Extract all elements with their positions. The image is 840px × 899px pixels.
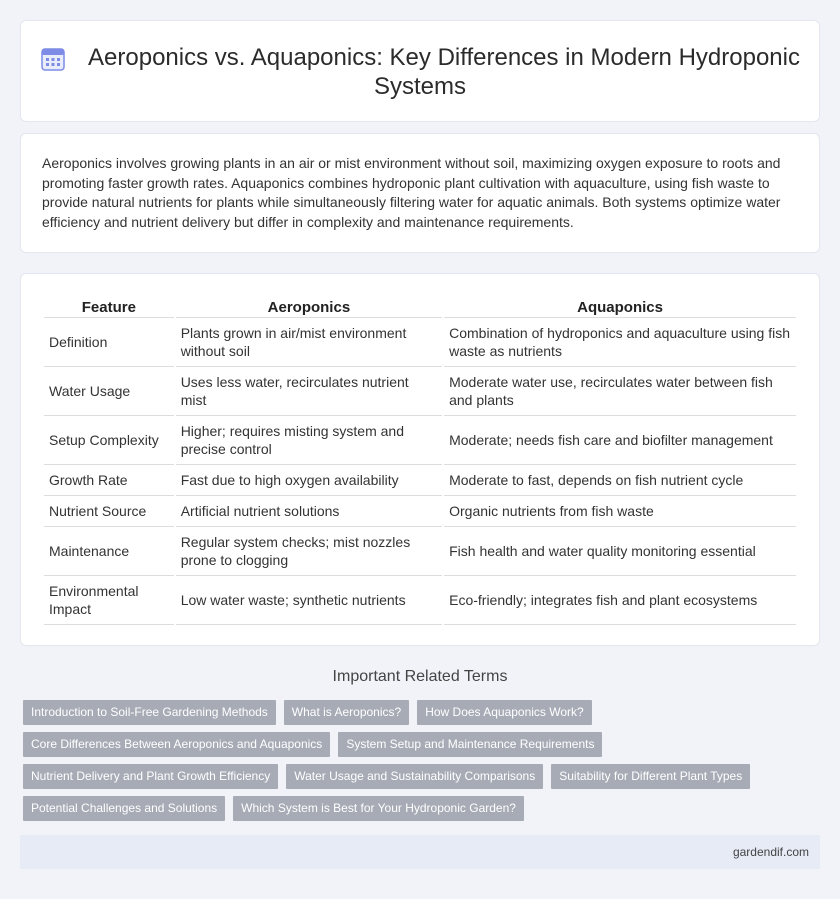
related-term-link[interactable]: Suitability for Different Plant Types xyxy=(551,764,750,789)
row-feature: Setup Complexity xyxy=(44,416,174,465)
row-aquaponics: Organic nutrients from fish waste xyxy=(444,496,796,527)
comparison-card xyxy=(20,273,820,646)
row-aquaponics: Moderate water use, recirculates water between fish and plants xyxy=(444,367,796,416)
table-row xyxy=(44,367,796,416)
row-aquaponics: Combination of hydroponics and aquaculture using fish waste as nutrients xyxy=(444,318,796,367)
title-card xyxy=(20,20,820,122)
comparison-table xyxy=(42,296,798,625)
related-term-link[interactable]: Potential Challenges and Solutions xyxy=(23,796,225,821)
related-term-link[interactable]: Water Usage and Sustainability Comparisons xyxy=(286,764,543,789)
footer-site-name: gardendif.com xyxy=(732,845,809,859)
tag-row xyxy=(23,732,813,764)
row-aeroponics: Fast due to high oxygen availability xyxy=(176,465,442,496)
table-header-row xyxy=(44,296,796,318)
table-row xyxy=(44,527,796,576)
row-aquaponics: Eco-friendly; integrates fish and plant ecosystems xyxy=(444,576,796,625)
footer xyxy=(20,835,820,869)
row-feature: Definition xyxy=(44,318,174,367)
related-term-link[interactable]: How Does Aquaponics Work? xyxy=(417,700,592,725)
related-terms-heading: Important Related Terms xyxy=(332,668,508,685)
tag-row xyxy=(23,700,813,732)
row-feature: Nutrient Source xyxy=(44,496,174,527)
related-term-link[interactable]: System Setup and Maintenance Requirements xyxy=(338,732,602,757)
table-row xyxy=(44,318,796,367)
header-aquaponics: Aquaponics xyxy=(444,296,796,318)
row-aquaponics: Fish health and water quality monitoring essential xyxy=(444,527,796,576)
header-aeroponics: Aeroponics xyxy=(176,296,442,318)
row-aeroponics: Regular system checks; mist nozzles prone to clogging xyxy=(176,527,442,576)
related-term-link[interactable]: Core Differences Between Aeroponics and Aquaponics xyxy=(23,732,330,757)
row-feature: Water Usage xyxy=(44,367,174,416)
intro-card xyxy=(20,133,820,253)
row-aeroponics: Plants grown in air/mist environment without soil xyxy=(176,318,442,367)
tag-row xyxy=(23,796,813,828)
row-aquaponics: Moderate to fast, depends on fish nutrient cycle xyxy=(444,465,796,496)
row-aeroponics: Uses less water, recirculates nutrient mist xyxy=(176,367,442,416)
related-term-link[interactable]: Introduction to Soil-Free Gardening Methods xyxy=(23,700,276,725)
row-feature: Growth Rate xyxy=(44,465,174,496)
table-row xyxy=(44,416,796,465)
row-aeroponics: Higher; requires misting system and precise control xyxy=(176,416,442,465)
related-term-link[interactable]: What is Aeroponics? xyxy=(284,700,409,725)
table-row xyxy=(44,465,796,496)
calendar-icon xyxy=(40,46,68,72)
related-term-link[interactable]: Nutrient Delivery and Plant Growth Efficiency xyxy=(23,764,278,789)
related-terms-list xyxy=(23,700,813,828)
row-aeroponics: Low water waste; synthetic nutrients xyxy=(176,576,442,625)
row-aquaponics: Moderate; needs fish care and biofilter management xyxy=(444,416,796,465)
page-title: Aeroponics vs. Aquaponics: Key Differences in Modern Hydroponic Systems xyxy=(88,44,800,100)
row-feature: Maintenance xyxy=(44,527,174,576)
related-term-link[interactable]: Which System is Best for Your Hydroponic Garden? xyxy=(233,796,524,821)
table-row xyxy=(44,496,796,527)
tag-row xyxy=(23,764,813,796)
header-feature: Feature xyxy=(44,296,174,318)
intro-text: Aeroponics involves growing plants in an air or mist environment without soil, maximizing oxygen exposure to roots and promoting faster growth rates. Aquaponics combines hydroponic plant cultivation with aquaculture, using fish waste to provide natural nutrients for plants while simultaneously filtering water for aquatic animals. Both systems optimize water efficiency and nutrient delivery but differ in complexity and maintenance requirements. xyxy=(42,155,781,230)
table-row xyxy=(44,576,796,625)
row-aeroponics: Artificial nutrient solutions xyxy=(176,496,442,527)
row-feature: Environmental Impact xyxy=(44,576,174,625)
